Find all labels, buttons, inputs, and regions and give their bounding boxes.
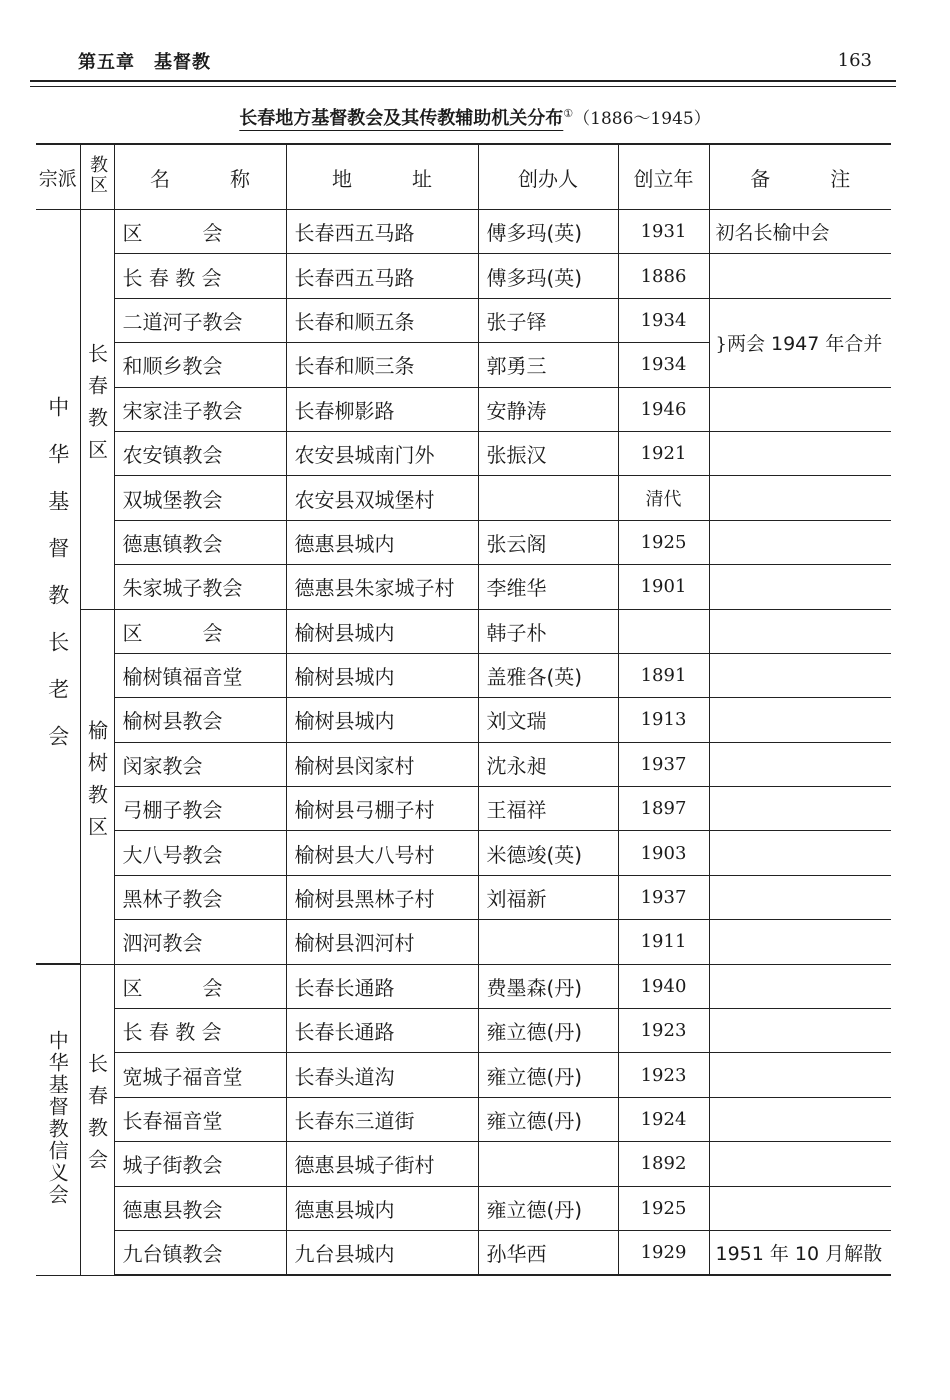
district-name: 长春教区 xyxy=(84,342,109,471)
church-address: 长春东三道街 xyxy=(286,1097,478,1141)
district-cell xyxy=(80,964,114,1275)
church-address: 长春西五马路 xyxy=(286,254,478,298)
district-name: 长春教会 xyxy=(84,1053,109,1182)
district-name: 榆树教区 xyxy=(84,720,109,849)
church-name: 和顺乡教会 xyxy=(114,343,286,387)
table-row xyxy=(36,431,891,475)
church-name: 宽城子福音堂 xyxy=(114,1053,286,1097)
church-name: 黑林子教会 xyxy=(114,875,286,919)
table-row xyxy=(36,831,891,875)
church-founder: 韩子朴 xyxy=(478,609,618,653)
church-address: 榆树县弓棚子村 xyxy=(286,787,478,831)
table-title xyxy=(0,104,950,130)
header-district-text: 教区 xyxy=(87,154,108,195)
church-year: 1937 xyxy=(618,875,709,919)
church-name: 宋家洼子教会 xyxy=(114,387,286,431)
church-note xyxy=(709,565,891,609)
sect-cell xyxy=(36,964,80,1275)
sect-name: 中华基督教信义会 xyxy=(45,1029,70,1206)
church-address: 长春西五马路 xyxy=(286,210,478,254)
church-address: 德惠县城子街村 xyxy=(286,1142,478,1186)
church-founder: 王福祥 xyxy=(478,787,618,831)
church-name: 二道河子教会 xyxy=(114,298,286,342)
table-row xyxy=(36,387,891,431)
church-name: 农安镇教会 xyxy=(114,431,286,475)
church-founder: 雍立德(丹) xyxy=(478,1053,618,1097)
church-note xyxy=(709,254,891,298)
table-row xyxy=(36,920,891,964)
table-row xyxy=(36,520,891,564)
church-year: 1921 xyxy=(618,431,709,475)
church-note: 两会 1947 年合并 xyxy=(726,333,883,356)
header-row xyxy=(36,145,891,210)
church-note xyxy=(709,387,891,431)
church-note: 初名长榆中会 xyxy=(709,210,891,254)
church-name: 弓棚子教会 xyxy=(114,787,286,831)
sect-cell xyxy=(36,210,80,965)
header-sect: 宗派 xyxy=(36,145,80,210)
church-year: 1913 xyxy=(618,698,709,742)
table-row xyxy=(36,1009,891,1053)
church-year: 1923 xyxy=(618,1009,709,1053)
church-year: 1924 xyxy=(618,1097,709,1141)
church-note xyxy=(709,1186,891,1230)
church-note-merged xyxy=(709,298,891,387)
table-row xyxy=(36,653,891,697)
church-note xyxy=(709,1097,891,1141)
church-year: 1931 xyxy=(618,210,709,254)
church-year: 1897 xyxy=(618,787,709,831)
church-founder xyxy=(478,1142,618,1186)
table-row xyxy=(36,476,891,520)
district-cell xyxy=(80,210,114,610)
church-address: 榆树县闵家村 xyxy=(286,742,478,786)
table-row xyxy=(36,609,891,653)
church-note xyxy=(709,787,891,831)
church-founder: 孙华西 xyxy=(478,1230,618,1275)
table-row xyxy=(36,565,891,609)
district-cell xyxy=(80,609,114,964)
church-note xyxy=(709,831,891,875)
church-year: 1886 xyxy=(618,254,709,298)
church-address: 长春头道沟 xyxy=(286,1053,478,1097)
church-year: 1903 xyxy=(618,831,709,875)
church-year: 1911 xyxy=(618,920,709,964)
table-row xyxy=(36,1186,891,1230)
table-row xyxy=(36,787,891,831)
church-note xyxy=(709,920,891,964)
church-year: 1925 xyxy=(618,1186,709,1230)
church-name: 城子街教会 xyxy=(114,1142,286,1186)
footnote-mark: ① xyxy=(563,107,574,120)
church-founder: 雍立德(丹) xyxy=(478,1186,618,1230)
church-founder: 费墨森(丹) xyxy=(478,964,618,1008)
table-row xyxy=(36,210,891,254)
header-address: 地 址 xyxy=(286,145,478,210)
chapter-title: 第五章 基督教 xyxy=(78,52,211,73)
church-note xyxy=(709,431,891,475)
church-address: 九台县城内 xyxy=(286,1230,478,1275)
church-address: 农安县双城堡村 xyxy=(286,476,478,520)
church-address: 农安县城南门外 xyxy=(286,431,478,475)
table-row xyxy=(36,964,891,1008)
church-year: 1934 xyxy=(618,343,709,387)
church-name: 朱家城子教会 xyxy=(114,565,286,609)
church-note xyxy=(709,1142,891,1186)
table-row xyxy=(36,1142,891,1186)
church-address: 榆树县城内 xyxy=(286,653,478,697)
church-note xyxy=(709,964,891,1008)
church-name: 榆树县教会 xyxy=(114,698,286,742)
church-address: 榆树县城内 xyxy=(286,609,478,653)
church-name: 长 春 教 会 xyxy=(114,1009,286,1053)
header-note: 备 注 xyxy=(709,145,891,210)
church-note xyxy=(709,742,891,786)
church-name: 大八号教会 xyxy=(114,831,286,875)
church-distribution-table xyxy=(36,145,891,1276)
church-address: 榆树县大八号村 xyxy=(286,831,478,875)
church-address: 德惠县城内 xyxy=(286,520,478,564)
church-year: 1891 xyxy=(618,653,709,697)
table-row xyxy=(36,298,891,342)
church-address: 长春和顺五条 xyxy=(286,298,478,342)
church-name: 双城堡教会 xyxy=(114,476,286,520)
table-row xyxy=(36,1230,891,1275)
header-year: 创立年 xyxy=(618,145,709,210)
table-row xyxy=(36,698,891,742)
header-rule-thin xyxy=(30,86,896,87)
church-address: 长春柳影路 xyxy=(286,387,478,431)
table-title-text: 长春地方基督教会及其传教辅助机关分布 xyxy=(239,108,564,129)
church-name: 长春福音堂 xyxy=(114,1097,286,1141)
church-year: 1940 xyxy=(618,964,709,1008)
church-year: 1946 xyxy=(618,387,709,431)
table-title-years: （1886～1945） xyxy=(573,109,711,129)
church-name: 泗河教会 xyxy=(114,920,286,964)
church-year: 1925 xyxy=(618,520,709,564)
table-row xyxy=(36,1053,891,1097)
church-address: 榆树县泗河村 xyxy=(286,920,478,964)
table-row xyxy=(36,254,891,298)
church-founder: 傅多玛(英) xyxy=(478,254,618,298)
church-year xyxy=(618,609,709,653)
church-year: 1934 xyxy=(618,298,709,342)
church-name: 区 会 xyxy=(114,609,286,653)
church-address: 长春长通路 xyxy=(286,1009,478,1053)
church-year: 1929 xyxy=(618,1230,709,1275)
church-founder: 雍立德(丹) xyxy=(478,1097,618,1141)
church-name: 德惠镇教会 xyxy=(114,520,286,564)
church-address: 榆树县城内 xyxy=(286,698,478,742)
church-note xyxy=(709,609,891,653)
church-founder: 刘文瑞 xyxy=(478,698,618,742)
church-note xyxy=(709,698,891,742)
church-founder: 盖雅各(英) xyxy=(478,653,618,697)
church-note xyxy=(709,1053,891,1097)
church-note xyxy=(709,476,891,520)
table-row xyxy=(36,1097,891,1141)
church-note: 1951 年 10 月解散 xyxy=(709,1230,891,1275)
church-name: 九台镇教会 xyxy=(114,1230,286,1275)
church-address: 德惠县城内 xyxy=(286,1186,478,1230)
church-note xyxy=(709,1009,891,1053)
page-number: 163 xyxy=(837,50,872,71)
church-note xyxy=(709,653,891,697)
church-name: 榆树镇福音堂 xyxy=(114,653,286,697)
table-row xyxy=(36,742,891,786)
church-year: 1923 xyxy=(618,1053,709,1097)
church-founder: 安静涛 xyxy=(478,387,618,431)
church-year: 1901 xyxy=(618,565,709,609)
church-founder: 雍立德(丹) xyxy=(478,1009,618,1053)
church-name: 闵家教会 xyxy=(114,742,286,786)
page-header xyxy=(36,48,896,78)
brace-icon: } xyxy=(715,334,727,356)
church-founder: 李维华 xyxy=(478,565,618,609)
church-founder: 张振汉 xyxy=(478,431,618,475)
church-year: 1892 xyxy=(618,1142,709,1186)
church-founder: 沈永昶 xyxy=(478,742,618,786)
church-year: 1937 xyxy=(618,742,709,786)
church-note xyxy=(709,875,891,919)
church-name: 德惠县教会 xyxy=(114,1186,286,1230)
header-rule-thick xyxy=(30,80,896,82)
church-address: 长春和顺三条 xyxy=(286,343,478,387)
church-founder: 刘福新 xyxy=(478,875,618,919)
church-founder: 郭勇三 xyxy=(478,343,618,387)
church-founder: 傅多玛(英) xyxy=(478,210,618,254)
church-address: 德惠县朱家城子村 xyxy=(286,565,478,609)
church-name: 区 会 xyxy=(114,210,286,254)
header-founder: 创办人 xyxy=(478,145,618,210)
church-address: 榆树县黑林子村 xyxy=(286,875,478,919)
church-year: 清代 xyxy=(618,476,709,520)
church-founder: 米德竣(英) xyxy=(478,831,618,875)
church-founder: 张子铎 xyxy=(478,298,618,342)
church-founder: 张云阁 xyxy=(478,520,618,564)
sect-name: 中华基督教长老会 xyxy=(45,396,70,773)
church-name: 区 会 xyxy=(114,964,286,1008)
table-row xyxy=(36,875,891,919)
church-name: 长 春 教 会 xyxy=(114,254,286,298)
church-address: 长春长通路 xyxy=(286,964,478,1008)
header-name: 名 称 xyxy=(114,145,286,210)
church-founder xyxy=(478,476,618,520)
church-founder xyxy=(478,920,618,964)
church-note xyxy=(709,520,891,564)
header-district xyxy=(80,145,114,210)
